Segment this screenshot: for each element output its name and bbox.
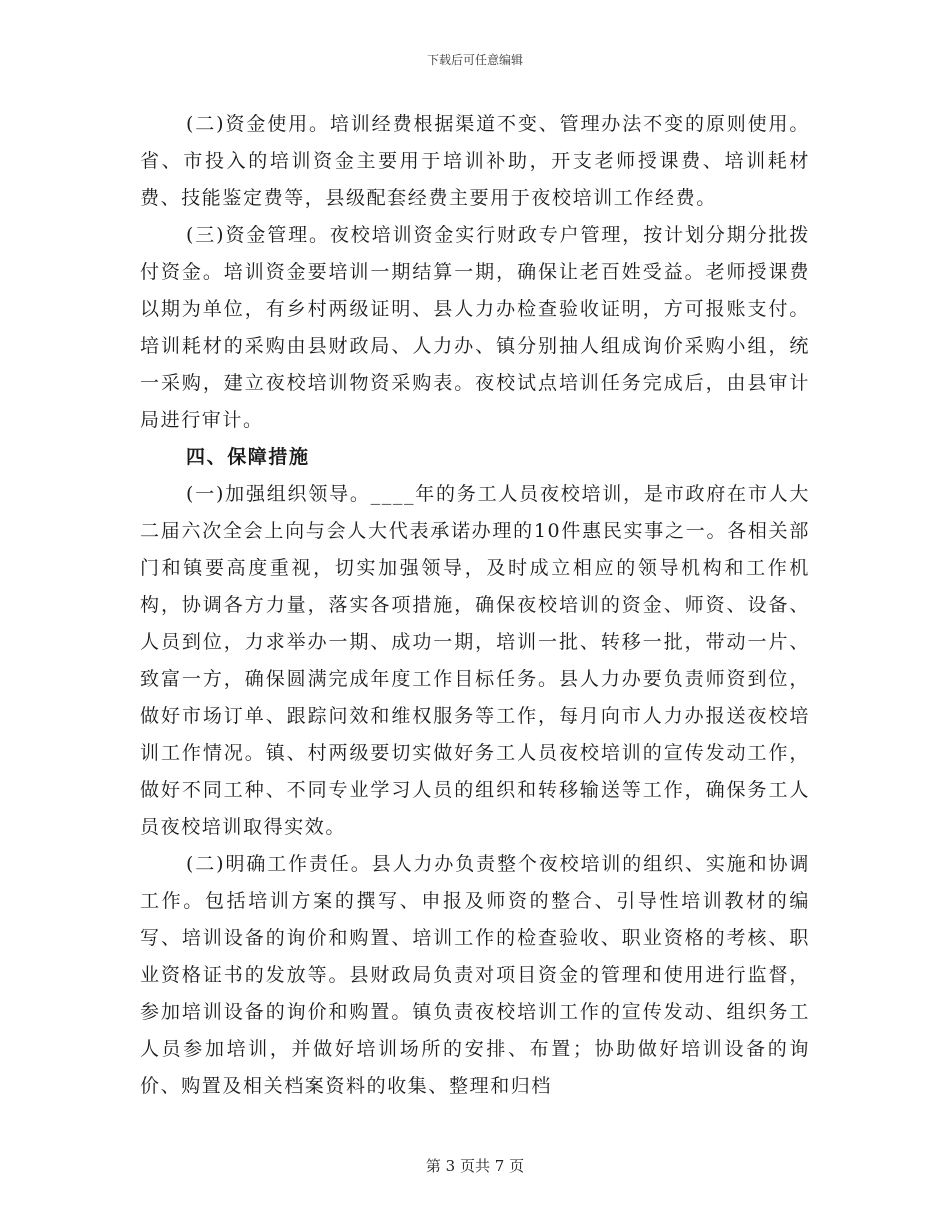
- page-header: 下载后可任意编辑: [426, 53, 523, 67]
- page-number: 第 3 页共 7 页: [425, 1157, 525, 1175]
- paragraph-fund-usage: (二)资金使用。培训经费根据渠道不变、管理办法不变的原则使用。省、市投入的培训资金主要用于培训补助，开支老师授课费、培训耗材费、技能鉴定费等，县级配套经费主要用于夜校培训工作经费。: [140, 113, 810, 209]
- paragraph-work-responsibility: (二)明确工作责任。县人力办负责整个夜校培训的组织、实施和协调工作。包括培训方案的撰写、申报及师资的整合、引导性培训教材的编写、培训设备的询价和购置、培训工作的检查验收、职业资格的考核、职业资格证书的发放等。县财政局负责对项目资金的管理和使用进行监督，参加培训设备的询价和购置。镇负责夜校培训工作的宣传发动、组织务工人员参加培训，并做好培训场所的安排、布置；协助做好培训设备的询价、购置及相关档案资料的收集、整理和归档: [140, 853, 810, 1097]
- document-body: [140, 106, 810, 1105]
- section-heading-safeguards: 四、保障措施: [186, 446, 310, 468]
- paragraph-organization-leadership: (一)加强组织领导。____年的务工人员夜校培训，是市政府在市人大二届六次全会上向与会人大代表承诺办理的10件惠民实事之一。各相关部门和镇要高度重视，切实加强领导，及时成立相应的领导机构和工作机构，协调各方力量，落实各项措施，确保夜校培训的资金、师资、设备、人员到位，力求举办一期、成功一期，培训一批、转移一批，带动一片、致富一方，确保圆满完成年度工作目标任务。县人力办要负责师资到位，做好市场订单、跟踪问效和维权服务等工作，每月向市人力办报送夜校培训工作情况。镇、村两级要切实做好务工人员夜校培训的宣传发动工作，做好不同工种、不同专业学习人员的组织和转移输送等工作，确保务工人员夜校培训取得实效。: [140, 483, 810, 838]
- paragraph-fund-management: (三)资金管理。夜校培训资金实行财政专户管理，按计划分期分批拨付资金。培训资金要培训一期结算一期，确保让老百姓受益。老师授课费以期为单位，有乡村两级证明、县人力办检查验收证明，方可报账支付。培训耗材的采购由县财政局、人力办、镇分别抽人组成询价采购小组，统一采购，建立夜校培训物资采购表。夜校试点培训任务完成后，由县审计局进行审计。: [140, 224, 810, 431]
